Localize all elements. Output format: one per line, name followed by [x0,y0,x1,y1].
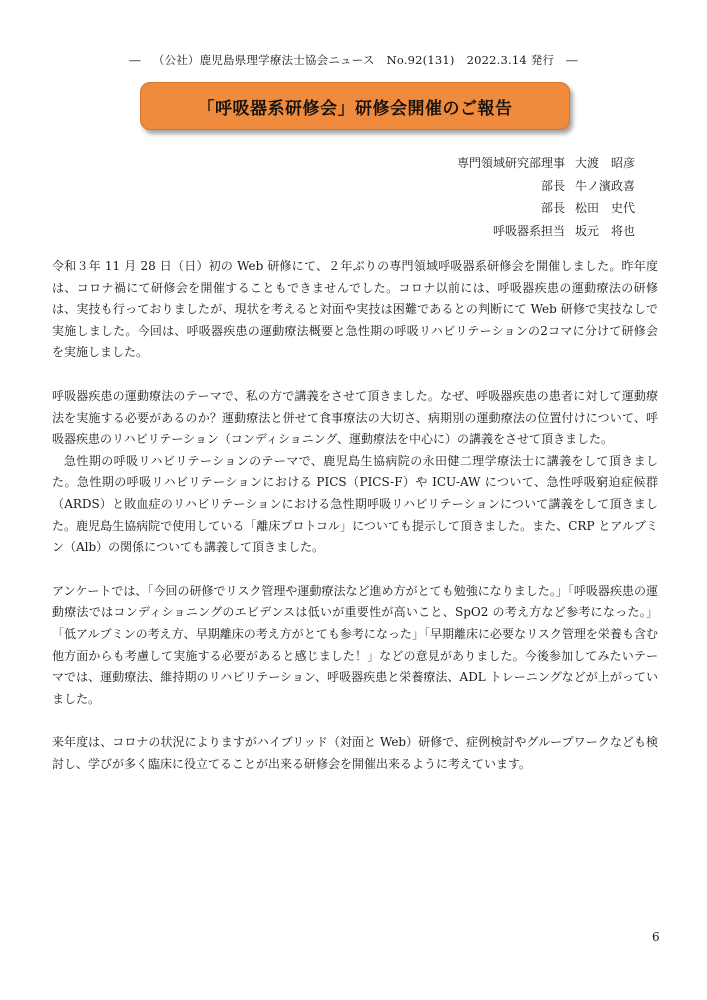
author-role: 呼吸器系担当 [492,223,565,238]
author-role: 部長 [540,178,565,193]
title-banner [140,82,570,130]
header-issue-date: 2022.3.14 発行 [466,53,555,67]
paragraph-spacer [52,559,658,581]
newsletter-header [0,52,707,68]
header-dash-right: ― [566,53,578,67]
author-entry [321,197,641,220]
paragraph-lecture-1: 呼吸器疾患の運動療法のテーマで、私の方で講義をさせて頂きました。なぜ、呼吸器疾患の患者に対して運動療法を実施する必要があるのか？運動療法と併せて食事療法の大切さ、病期別の運動療法の位置付けについて、呼吸器疾患のリハビリテーション（コンディショニング、運動療法を中心に）の講義をさせて頂きました。 [52,388,658,447]
article-body [52,256,658,775]
author-role: 専門領域研究部理事 [456,156,565,170]
header-issue-number: No.92(131) [386,53,455,67]
author-name: 牛ノ濱政喜 [575,178,636,193]
paragraph-intro: 令和３年 11 月 28 日（日）初の Web 研修にて、２年ぶりの専門領域呼吸器系研修会を開催しました。昨年度は、コロナ禍にて研修会を開催することもできませんでした。コロナ以前には、呼吸器疾患の運動療法の研修は、実技も行っておりましたが、現状を考えると対面や実技は困難であるとの判断にて Web 研修で実技なしで実施しました。今回は、呼吸器疾患の運動療法概要と急性期の呼吸リハビリテーションの2コマに分けて研修会を実施しました。 [52,259,658,360]
paragraph-spacer [52,710,658,732]
paragraph-survey: アンケートでは、「今回の研修でリスク管理や運動療法など進め方がとても勉強になりました。」「呼吸器疾患の運動療法ではコンディショニングのエビデンスは低いが重要性が高いこと、SpO2 の考え方など参考になった。」「低アルブミンの考え方、早期離床の考え方がとても参考になった」「早期離床に必要なリスク管理を栄養も含む他方面からも考慮して実施する必要があると感じました！」などの意見がありました。今後参加してみたいテーマでは、運動療法、維持期のリハビリテーション、呼吸器疾患と栄養療法、ADL トレーニングなどが上がっていました。 [52,583,658,706]
author-entry [321,152,641,175]
author-list [321,152,641,242]
author-name: 坂元 将也 [575,223,636,238]
page-number: 6 [652,930,660,944]
page-title: 「呼吸器系研修会」研修会開催のご報告 [197,98,513,119]
author-role: 部長 [540,201,565,215]
author-name: 大渡 昭彦 [575,156,636,170]
header-org-name: （公社）鹿児島県理学療法士協会ニュース [152,53,375,67]
author-name: 松田 史代 [575,201,636,215]
paragraph-lecture-2: 急性期の呼吸リハビリテーションのテーマで、鹿児島生協病院の永田健二理学療法士に講義をして頂きました。急性期の呼吸リハビリテーションにおける PICS（PICS-F）や ICU-AW について、急性呼吸窮迫症候群（ARDS）と敗血症のリハビリテーションにおける急性期呼吸リハビリテーションについて講義をして頂きました。鹿児島生協病院で使用している「離床プロトコル」についても提示して頂きました。また、CRP とアルブミン（Alb）の関係についても講義して頂きました。 [52,453,658,555]
paragraph-next-year: 来年度は、コロナの状況によりますがハイブリッド（対面と Web）研修で、症例検討やグループワークなども検討し、学びが多く臨床に役立てることが出来る研修会を開催出来るように考えています。 [52,735,658,771]
paragraph-spacer [52,364,658,386]
author-entry [321,175,641,198]
author-entry [321,220,641,243]
header-dash-left: ― [129,53,141,67]
